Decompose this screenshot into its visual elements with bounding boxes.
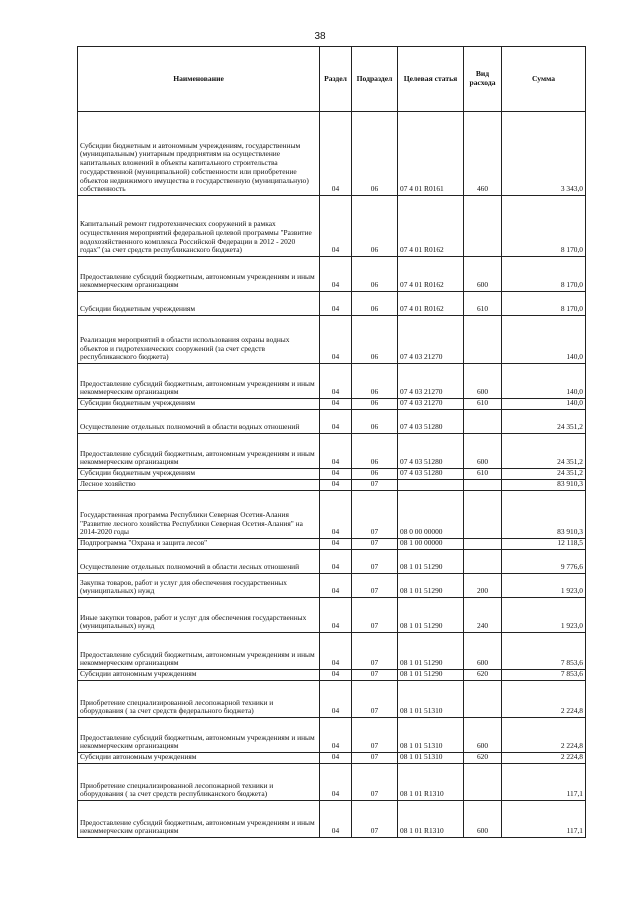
cell-sum: 2 224,8 bbox=[502, 753, 586, 764]
header-sum: Сумма bbox=[502, 47, 586, 112]
cell-sum: 12 118,5 bbox=[502, 539, 586, 550]
cell-article: 07 4 01 R0162 bbox=[398, 292, 464, 316]
table-row bbox=[78, 550, 586, 574]
cell-sum: 7 853,6 bbox=[502, 633, 586, 670]
cell-section: 04 bbox=[320, 670, 352, 681]
header-section: Раздел bbox=[320, 47, 352, 112]
cell-sum: 117,1 bbox=[502, 764, 586, 801]
cell-subsection: 07 bbox=[352, 633, 398, 670]
cell-name: Предоставление субсидий бюджетным, автономным учреждениям и иным некоммерческим организациям bbox=[78, 633, 320, 670]
cell-subsection: 06 bbox=[352, 196, 398, 257]
cell-expense-type bbox=[464, 196, 502, 257]
table-row bbox=[78, 316, 586, 364]
table-row bbox=[78, 364, 586, 399]
table-row bbox=[78, 491, 586, 539]
table-row bbox=[78, 480, 586, 491]
cell-section: 04 bbox=[320, 574, 352, 598]
cell-article: 07 4 01 R0161 bbox=[398, 112, 464, 196]
cell-name: Приобретение специализированной лесопожарной техники и оборудования ( за счет средств федерального бюджета) bbox=[78, 681, 320, 718]
cell-section: 04 bbox=[320, 539, 352, 550]
cell-section: 04 bbox=[320, 364, 352, 399]
cell-subsection: 06 bbox=[352, 292, 398, 316]
cell-sum: 8 170,0 bbox=[502, 196, 586, 257]
cell-section: 04 bbox=[320, 491, 352, 539]
header-subsection: Подраздел bbox=[352, 47, 398, 112]
budget-table bbox=[77, 46, 586, 838]
cell-article bbox=[398, 480, 464, 491]
cell-expense-type: 200 bbox=[464, 574, 502, 598]
cell-name: Реализация мероприятий в области использования охраны водных объектов и гидротехнических сооружений (за счет средств республиканского бюджета) bbox=[78, 316, 320, 364]
cell-section: 04 bbox=[320, 196, 352, 257]
table-row bbox=[78, 753, 586, 764]
cell-sum: 140,0 bbox=[502, 399, 586, 410]
cell-expense-type: 620 bbox=[464, 753, 502, 764]
cell-subsection: 07 bbox=[352, 574, 398, 598]
cell-sum: 2 224,8 bbox=[502, 718, 586, 753]
cell-section: 04 bbox=[320, 292, 352, 316]
cell-section: 04 bbox=[320, 112, 352, 196]
cell-expense-type: 600 bbox=[464, 434, 502, 469]
cell-subsection: 07 bbox=[352, 718, 398, 753]
cell-expense-type bbox=[464, 681, 502, 718]
cell-name: Закупка товаров, работ и услуг для обеспечения государственных (муниципальных) нужд bbox=[78, 574, 320, 598]
cell-expense-type: 240 bbox=[464, 598, 502, 633]
cell-subsection: 07 bbox=[352, 550, 398, 574]
table-row bbox=[78, 633, 586, 670]
cell-sum: 3 343,0 bbox=[502, 112, 586, 196]
cell-sum: 140,0 bbox=[502, 364, 586, 399]
cell-subsection: 06 bbox=[352, 399, 398, 410]
cell-subsection: 07 bbox=[352, 670, 398, 681]
table-row bbox=[78, 469, 586, 480]
cell-sum: 24 351,2 bbox=[502, 410, 586, 434]
cell-article: 08 1 01 51290 bbox=[398, 598, 464, 633]
cell-section: 04 bbox=[320, 316, 352, 364]
cell-article: 07 4 03 21270 bbox=[398, 316, 464, 364]
cell-subsection: 07 bbox=[352, 801, 398, 838]
cell-subsection: 07 bbox=[352, 598, 398, 633]
cell-sum: 1 923,0 bbox=[502, 574, 586, 598]
cell-name: Приобретение специализированной лесопожарной техники и оборудования ( за счет средств республиканского бюджета) bbox=[78, 764, 320, 801]
table-row bbox=[78, 539, 586, 550]
cell-expense-type: 600 bbox=[464, 801, 502, 838]
cell-sum: 2 224,8 bbox=[502, 681, 586, 718]
cell-section: 04 bbox=[320, 718, 352, 753]
cell-expense-type bbox=[464, 410, 502, 434]
header-name: Наименование bbox=[78, 47, 320, 112]
cell-article: 08 0 00 00000 bbox=[398, 491, 464, 539]
cell-name: Подпрограмма "Охрана и защита лесов" bbox=[78, 539, 320, 550]
header-expense-type: Вид расхода bbox=[464, 47, 502, 112]
table-row bbox=[78, 196, 586, 257]
cell-subsection: 06 bbox=[352, 257, 398, 292]
cell-sum: 117,1 bbox=[502, 801, 586, 838]
cell-expense-type: 460 bbox=[464, 112, 502, 196]
cell-expense-type: 600 bbox=[464, 364, 502, 399]
table-row bbox=[78, 257, 586, 292]
cell-expense-type bbox=[464, 480, 502, 491]
cell-article: 07 4 03 51280 bbox=[398, 469, 464, 480]
cell-subsection: 06 bbox=[352, 469, 398, 480]
cell-sum: 1 923,0 bbox=[502, 598, 586, 633]
cell-name: Предоставление субсидий бюджетным, автономным учреждениям и иным некоммерческим организациям bbox=[78, 718, 320, 753]
cell-name: Осуществление отдельных полномочий в области водных отношений bbox=[78, 410, 320, 434]
cell-name: Предоставление субсидий бюджетным, автономным учреждениям и иным некоммерческим организациям bbox=[78, 434, 320, 469]
table-row bbox=[78, 292, 586, 316]
cell-section: 04 bbox=[320, 598, 352, 633]
cell-expense-type bbox=[464, 316, 502, 364]
cell-article: 07 4 03 51280 bbox=[398, 410, 464, 434]
cell-expense-type: 600 bbox=[464, 633, 502, 670]
cell-subsection: 07 bbox=[352, 764, 398, 801]
cell-name: Иные закупки товаров, работ и услуг для обеспечения государственных (муниципальных) нужд bbox=[78, 598, 320, 633]
cell-subsection: 06 bbox=[352, 112, 398, 196]
table-row bbox=[78, 574, 586, 598]
cell-section: 04 bbox=[320, 257, 352, 292]
cell-section: 04 bbox=[320, 399, 352, 410]
table-row bbox=[78, 718, 586, 753]
cell-article: 07 4 01 R0162 bbox=[398, 257, 464, 292]
table-row bbox=[78, 399, 586, 410]
cell-expense-type: 610 bbox=[464, 292, 502, 316]
cell-name: Предоставление субсидий бюджетным, автономным учреждениям и иным некоммерческим организациям bbox=[78, 257, 320, 292]
cell-subsection: 07 bbox=[352, 491, 398, 539]
cell-name: Субсидии бюджетным учреждениям bbox=[78, 469, 320, 480]
cell-article: 07 4 03 51280 bbox=[398, 434, 464, 469]
cell-name: Субсидии автономным учреждениям bbox=[78, 670, 320, 681]
cell-subsection: 06 bbox=[352, 316, 398, 364]
cell-article: 08 1 01 51310 bbox=[398, 753, 464, 764]
cell-subsection: 07 bbox=[352, 480, 398, 491]
cell-article: 08 1 01 R1310 bbox=[398, 801, 464, 838]
cell-article: 08 1 01 51290 bbox=[398, 574, 464, 598]
cell-article: 08 1 01 51290 bbox=[398, 670, 464, 681]
cell-subsection: 07 bbox=[352, 681, 398, 718]
cell-sum: 140,0 bbox=[502, 316, 586, 364]
table-row bbox=[78, 112, 586, 196]
cell-expense-type bbox=[464, 491, 502, 539]
cell-subsection: 06 bbox=[352, 434, 398, 469]
cell-expense-type bbox=[464, 550, 502, 574]
cell-sum: 24 351,2 bbox=[502, 434, 586, 469]
cell-expense-type bbox=[464, 764, 502, 801]
cell-name: Капитальный ремонт гидротехнических сооружений в рамках осуществления мероприятий федеральной целевой программы "Развитие водохозяйственного комплекса Российской Федерации в 2012 - 2020 годах" (за счет средств республиканского бюджета) bbox=[78, 196, 320, 257]
cell-name: Государственная программа Республики Северная Осетия-Алания "Развитие лесного хозяйства Республики Северная Осетия-Алания" на 2014-2020 годы bbox=[78, 491, 320, 539]
cell-sum: 9 776,6 bbox=[502, 550, 586, 574]
cell-name: Предоставление субсидий бюджетным, автономным учреждениям и иным некоммерческим организациям bbox=[78, 801, 320, 838]
cell-section: 04 bbox=[320, 753, 352, 764]
cell-article: 08 1 01 51310 bbox=[398, 718, 464, 753]
cell-name: Субсидии бюджетным учреждениям bbox=[78, 399, 320, 410]
cell-sum: 7 853,6 bbox=[502, 670, 586, 681]
cell-article: 07 4 03 21270 bbox=[398, 399, 464, 410]
cell-expense-type: 610 bbox=[464, 469, 502, 480]
page-number: 38 bbox=[314, 31, 326, 42]
cell-section: 04 bbox=[320, 681, 352, 718]
cell-article: 07 4 03 21270 bbox=[398, 364, 464, 399]
table-row bbox=[78, 764, 586, 801]
cell-sum: 83 910,3 bbox=[502, 480, 586, 491]
cell-expense-type: 610 bbox=[464, 399, 502, 410]
cell-name: Лесное хозяйство bbox=[78, 480, 320, 491]
cell-article: 08 1 01 51290 bbox=[398, 633, 464, 670]
cell-section: 04 bbox=[320, 550, 352, 574]
cell-section: 04 bbox=[320, 434, 352, 469]
cell-subsection: 06 bbox=[352, 364, 398, 399]
cell-subsection: 07 bbox=[352, 753, 398, 764]
table-header-row bbox=[78, 47, 586, 112]
cell-name: Предоставление субсидий бюджетным, автономным учреждениям и иным некоммерческим организациям bbox=[78, 364, 320, 399]
cell-expense-type: 600 bbox=[464, 257, 502, 292]
cell-article: 07 4 01 R0162 bbox=[398, 196, 464, 257]
cell-section: 04 bbox=[320, 480, 352, 491]
cell-article: 08 1 00 00000 bbox=[398, 539, 464, 550]
cell-section: 04 bbox=[320, 633, 352, 670]
table-row bbox=[78, 681, 586, 718]
cell-section: 04 bbox=[320, 801, 352, 838]
cell-article: 08 1 01 51310 bbox=[398, 681, 464, 718]
cell-sum: 8 170,0 bbox=[502, 292, 586, 316]
cell-section: 04 bbox=[320, 410, 352, 434]
cell-subsection: 06 bbox=[352, 410, 398, 434]
cell-name: Осуществление отдельных полномочий в области лесных отношений bbox=[78, 550, 320, 574]
cell-sum: 8 170,0 bbox=[502, 257, 586, 292]
cell-article: 08 1 01 R1310 bbox=[398, 764, 464, 801]
table-row bbox=[78, 410, 586, 434]
table-row bbox=[78, 670, 586, 681]
table-row bbox=[78, 598, 586, 633]
cell-sum: 83 910,3 bbox=[502, 491, 586, 539]
cell-article: 08 1 01 51290 bbox=[398, 550, 464, 574]
cell-expense-type: 620 bbox=[464, 670, 502, 681]
cell-sum: 24 351,2 bbox=[502, 469, 586, 480]
cell-name: Субсидии бюджетным учреждениям bbox=[78, 292, 320, 316]
cell-name: Субсидии бюджетным и автономным учреждениям, государственным (муниципальным) унитарным предприятиям на осуществление капитальных вложений в объекты капитального строительства государственной (муниципальной) собственности или приобретение объектов недвижимого имущества в государственную (муниципальную) собственность bbox=[78, 112, 320, 196]
cell-expense-type bbox=[464, 539, 502, 550]
table-row bbox=[78, 434, 586, 469]
header-article: Целевая статья bbox=[398, 47, 464, 112]
cell-section: 04 bbox=[320, 764, 352, 801]
table-row bbox=[78, 801, 586, 838]
cell-subsection: 07 bbox=[352, 539, 398, 550]
cell-expense-type: 600 bbox=[464, 718, 502, 753]
cell-section: 04 bbox=[320, 469, 352, 480]
cell-name: Субсидии автономным учреждениям bbox=[78, 753, 320, 764]
